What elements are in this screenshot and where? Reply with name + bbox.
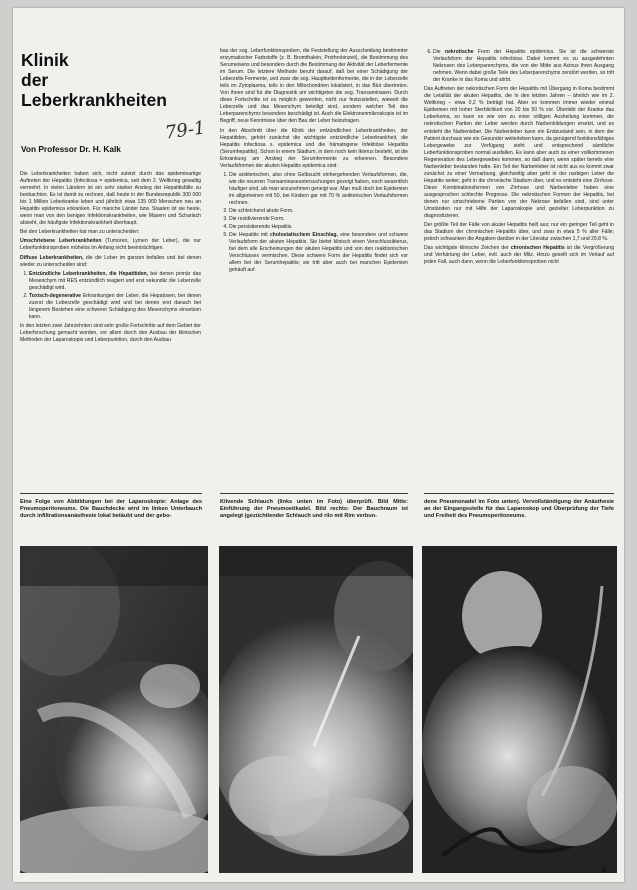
caption-divider (424, 493, 614, 494)
list-item (29, 293, 201, 321)
list-item: 1. Die anikterischen, also ohne Gelbsucht einhergehenden Verlaufsformen, die, wie die neueren Transaminaseuntersuchungen gezeigt haben, noch wesentlich häufiger sind, als man anzunehmen geneigt war. Man muß doch bei Epidemien im allgemeinen mit 50, bei Kindern gar mit 70 % anikterischen Verlaufsformen rechnen. (229, 172, 408, 207)
paragraph (20, 255, 201, 269)
list-item: 4. Die persistierende Hepatitis. (229, 224, 408, 231)
list-item (433, 49, 614, 84)
title-line-3: Leberkrankheiten (21, 90, 167, 110)
paragraph: Der größte Teil der Fälle von akuter Hepatitis heilt aus; nur ein geringer Teil geht in das Stadium der chronischen Hepatitis über, und zwar in etwa 5 % aller Fälle; jedoch schwanken die Angaben darüber in der Literatur zwischen 1,7 und 29,8 %. (424, 222, 614, 243)
paragraph: Das Auftreten der nekrotischen Form der Hepatitis mit Übergang in Koma bestimmt die Letalität der akuten Hepatitis, die in den letzten Jahren – ähnlich wie im 2. Weltkrieg – etwa 0,2 % beträgt hat. Aber es kommen immer wieder einmal Epidemien mit hoher Sterblichkeit von 20 bis 50 % vor. Überlebt der Kranke das Leberkoma, so kann es wie von zu einer völligen Ausheilung kommen, die nekrotischen Partien der Leber werden durch Narbenbildungen ersetzt, und es entsteht die Narbenleber. Die Narbenleber kann ein Endzustand sein, in dem der Patient durchaus wie ein Gesunder weiterleben kann, da genügend funktionsfähiges Lebergewebe zur Verfügung steht und entsprechend sämtliche Leberfunktionsproben normal ausfallen. Es kann aber auch zu einer vollkommenen Regeneration des Lebergewebes kommen, so daß dann, wenn später bereits eine Narbenleber bestanden hatte. Ein Teil der Narbenleber ist nicht aus es kommt zwar zunächst zu einer Vernarbung, gleichzeitig aber geht in der narbigen Leber die Hepatitis weiter, geht in die chronische Stadium über, und es entsteht eine Zirrhose. Diese Kombinationsformen von Zirrhose und Narbenleber haben eine ausgesprochen schlechte Prognose. Die nekrotischen Formen der Hepatitis, bei denen nur umschriebene Partien von der Nekrose befallen sind, sind unter Umständen nur mit Hilfe der Laparoskopie und gezielter Leberpunktion zu diagnostizieren. (424, 86, 614, 220)
bold-lead: Diffuse Leberkrankheiten, (20, 254, 84, 261)
list-item (229, 232, 408, 274)
photo-image (20, 546, 208, 873)
magazine-page (13, 8, 624, 882)
text-column-3 (424, 48, 614, 489)
photo-image (219, 546, 413, 873)
title-line-2: der (21, 70, 49, 90)
photo-laparoscopy-2 (219, 546, 413, 873)
list-item: 3. Die rezidivierende Form. (229, 216, 408, 223)
bold-lead: Entzündliche Leberkrankheiten, die Hepatitiden, (29, 270, 149, 277)
photo-laparoscopy-3 (422, 546, 617, 873)
photo-image (422, 546, 617, 873)
page-number: 9 → (602, 867, 615, 874)
list-item: 2. Die schleichend akute Form. (229, 208, 408, 215)
photo-laparoscopy-1 (20, 546, 208, 873)
article-title (21, 50, 201, 110)
photo-caption-2: Kilvende Schlauch (links unten im Foto) überprüft. Bild Mitte: Einführung der Pneumoetikadel. Bild rechts: Der Bauchraum ist angelegt (gezüchtlender Schlauch und rilo mit Rim verbun- (220, 499, 408, 520)
numbered-list (220, 172, 408, 275)
paragraph: bau der sog. Leberfunktionsproben, die Feststellung der Ausscheidung bestimmter enzymatischer Farbstoffe (z. B. Bromthalein, Prothrobinzeit), die Bestimmung des Serumeisens und besonders durch die Bestimmung der Aktivität der Leberfermente im Serum. Die letztere Methode beruht darauf, daß bei einer Schädigung der Leberzelle Fermente, und zwar die sog. Hauptkettenfermente, die in der Leberzelle teils im Zytoplasma, teils in den Mitochondrien lokalisiert, in das Blut übertreten. Von ihnen sind für die Diagnostik am wichtigsten die sog. Transaminasen. Durch diese Fortschritte ist es möglich geworden, nicht nur festzustellen, wieweit die Leberzelle und das Mesenchym beteiligt sind, sondern welcher Teil des Leberparenchyms besonders beschädigt ist. Auch die Elektronenmikroskopie ist im Begriff, neue Kenntnisse über den Bau der Leber beizutragen. (220, 48, 408, 125)
paragraph: Bei den Leberkrankheiten hat man zu unterscheiden: (20, 229, 140, 236)
caption-divider (20, 493, 202, 494)
list-item-text: Erkrankungen der Leber, die Hepatosen, bei denen zuerst die Leberzelle geschädigt wird und bei denen erst danach bei längerem Bestehen eine schwerer Schädigung des Mesenchyms einsetzen kann. (29, 292, 201, 320)
numbered-list (20, 271, 201, 321)
bold-lead: nekrotische (444, 49, 474, 55)
photo-caption-3: dene Pneumonadel im Foto unten). Vervollständigung der Anästhesie an der Eingangsstelle für das Laparoskop und Überprüfung der Tiefe und Freiheit des Pneumoperitoneums. (424, 499, 614, 520)
handwritten-note: 79-1 (163, 117, 207, 144)
title-line-1: Klinik (21, 50, 69, 70)
paragraph-text: (Tumoren, Lymen der Leber), die nur Leberfunktionsproben mühelos im Anfang nicht beeinträchtigen. (20, 238, 201, 252)
numbered-list (424, 49, 614, 84)
photo-caption-1: Eine Folge von Abbildungen bei der Laparoskopie: Anlage des Pneumoperitoneums. Die Bauchdecke wird im linken Unterbauch durch infiltrationsanästhesie lokal betäubt und der gebo- (20, 499, 202, 520)
paragraph-text: die die Leber im ganzen befallen und bei denen wieder zu unterscheiden sind: (20, 254, 201, 268)
list-item-text: Die (433, 49, 445, 55)
paragraph-text: ist die Vergrößerung und Verhärtung der Leber, evtl. auch der Milz. Hinzu gesellt sich im Verlauf auf jeden Fall, auch dann, wenn die Leberfunktionsproben nicht (424, 245, 614, 266)
bold-lead: chronischen Hepatitis (510, 245, 565, 252)
paragraph: In den letzten zwei Jahrzehnten sind sehr große Fortschritte auf dem Gebiet der Leberforschung gemacht worden, vor allem durch den Ausbau der klinischen Methoden der Laparoskopie und Leberpunktion, durch den Ausbau (20, 322, 201, 344)
text-column-1 (20, 171, 201, 489)
paragraph: In den Abschnitt über die Klinik der entzündlichen Leberkrankheiten, der Hepatitiden, gehört zunächst die wichtigste entzündliche Leberkrankheit, die Hepatitis infectiosa s. epidemica und die hämatogene Infektiöse Hepatitis (Serumhepatitis). Schon in einem Stadium, in dem noch kein Ikterus besteht, ist die Erkrankung am Anstieg der Serumfermente zu erkennen. Besondere Verlaufsformen der akuten Hepatitis epidemica sind: (220, 127, 408, 169)
list-item-text: Die Hepatitis mit (229, 232, 270, 239)
paragraph (424, 245, 614, 266)
paragraph (20, 238, 201, 252)
list-item (29, 271, 201, 292)
paragraph: Die Leberkrankheiten haben sich, nicht zuletzt durch das epidemieartige Auftreten der Hepatitis (Infectiosa = epidemica, seit dem 2. Weltkrieg gewaltig vermehrt. In vielen Ländern ist ein sehr starker Anstieg der Hepatitisfälle zu beobachten. Es ist damit zu rechnen, daß heute in der Bundesrepublik 300 000 bis 1 Million Leberkranke leben und jährlich etwa 135 000 Menschen neu an Hepatitis epidemica erkranken. Für manche Länder bzw. Staaten ist sie heute, wenn man von den benigen Infektionskrankheiten, wie Masern und Scharlach absieht, die häufigste Infektionskrankheit überhaupt. (20, 171, 201, 227)
bold-lead: Umschriebene Leberkrankheiten (20, 238, 102, 245)
article-author: Von Professor Dr. H. Kalk (21, 144, 121, 154)
bold-lead: cholostatischem Einschlag, (269, 232, 338, 239)
bold-lead: Toxisch-degenerative (29, 292, 81, 299)
list-item-text: eine besondere und schwere Verlaufsform der akuten Hepatitis. Sie bietet klinisch einen Verschlussikterus, bei dem alle Erscheinungen der akuten Hepatitis und von den reaktionischen Verschlusses vermischen. Diese schwere Form der Hepatitis findet sich vor allem bei der Serumhepatitis; sie tritt aber auch bei manchen Epidemien gehäuft auf. (229, 232, 408, 274)
text-column-2 (220, 48, 408, 489)
list-item-text: Form der Hepatitis epidemica. Sie ist die schwerste Verlaufsform der Hepatitis infectiosa. Dabei kommt es zu ausgedehnten Nekrosen des Leberparenchyms, die von der Mitte aus Acinus ihren Ausgang nehmen. Wenn dabei große Teile des Leberparenchyms zerstört werden, so tritt der Kranke in das Koma und stirbt. (433, 49, 614, 84)
caption-divider (220, 493, 408, 494)
paragraph-text: Das wichtigste klinische Zeichen der (424, 245, 511, 252)
list-item-text: bei denen primär das Mesenchym mit RES entzündlich reagiert und erst sekundär die Leberzelle geschädigt wird. (29, 270, 201, 291)
